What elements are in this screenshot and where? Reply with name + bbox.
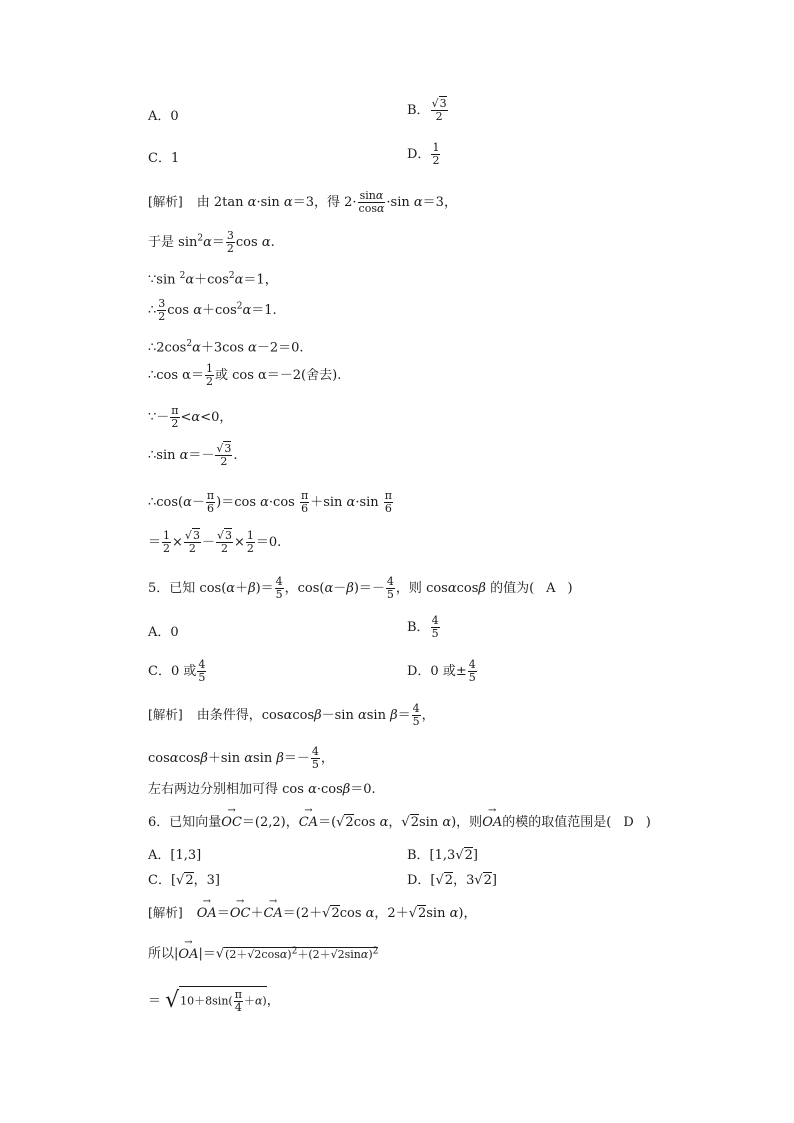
q6-option-a: A．[1,3] <box>148 848 202 863</box>
analysis-tag: [解析] <box>148 707 183 722</box>
q4-analysis-line-9: ∴cos(α－ $\frac{\pi}{6}$ )＝cos α·cos $\frac{\pi}{6}$ ＋sin α·sin $\frac{\pi}{6}$ <box>148 489 393 515</box>
q6-analysis-line-1: [解析]→ OA＝→ OC＋→ CA＝(2＋√2cos α，2＋√2sin α)， <box>148 905 476 922</box>
q4-option-d: D． $\frac{1}{2}$ <box>407 141 440 167</box>
q4-analysis-line-2: 于是 $\sin^2\alpha=$ $\frac{3}{2}$ cos α. <box>148 229 275 255</box>
q6-answer: D <box>623 815 634 830</box>
q6-option-c: C．[√2，3] <box>148 873 220 888</box>
q6-option-d: D．[√2，3√2] <box>407 873 497 888</box>
q4-analysis-line-4: ∴ $\frac{3}{2}$ $\cos \alpha+\cos^2\alpha=1$. <box>148 297 277 323</box>
q4-analysis-line-3: ∵sin $^2\alpha+\cos^2\alpha=1$， <box>148 271 278 288</box>
q5-option-b: B． $\frac{4}{5}$ <box>407 614 439 640</box>
q6-analysis-line-3: ＝ √10＋8sin( $\frac{\pi}{4}$ ＋α)， <box>148 988 280 1014</box>
q4-option-a: A．0 <box>148 109 179 124</box>
q4-analysis-line-5: $\therefore 2\cos^2\alpha+3\cos$ α－2＝0. <box>148 339 304 356</box>
q6-question: 6．已知向量→ OC＝(2,2)，→ CA＝(√2cos α，√2sin α)，则→ OA的模的取值范围是( D ) <box>148 815 651 831</box>
q4-option-b: B． $\frac{√3}{2}$ <box>407 97 447 123</box>
analysis-tag: [解析] <box>148 905 183 920</box>
q5-analysis-line-3: 左右两边分别相加可得 cos α·cosβ＝0. <box>148 782 376 797</box>
q6-analysis-line-2: 所以|→ $OA|=√(2+√2\cos\alpha)^2+(2+√2\sin\alpha)^2$ <box>148 943 378 963</box>
q5-analysis-line-1: [解析] 由条件得，cosαcosβ－sin αsin β＝ $\frac{4}{5}$ ， <box>148 702 435 728</box>
q4-analysis-line-10: ＝ $\frac{1}{2}$ × $\frac{√3}{2}$ － $\frac{√3}{2}$ × $\frac{1}{2}$ ＝0. <box>148 529 282 555</box>
q4-analysis-line-8: ∴sin α＝－ $\frac{√3}{2}$ . <box>148 442 238 468</box>
analysis-tag: [解析] <box>148 194 183 209</box>
q5-option-c: C．0 或 $\frac{4}{5}$ <box>148 658 206 684</box>
q4-analysis-line-1: [解析] 由 2tan α·sin α＝3，得 2· $\frac{\sin\alpha}{\cos\alpha}$ ·sin α＝3， <box>148 189 457 215</box>
q5-analysis-line-2: cosαcosβ＋sin αsin β＝－ $\frac{4}{5}$ ， <box>148 745 334 771</box>
q4-option-c: C．1 <box>148 151 180 166</box>
q4-analysis-line-7: ∵－ $\frac{\pi}{2}$ <α<0， <box>148 404 233 430</box>
q4-analysis-line-6: ∴cos α＝ $\frac{1}{2}$ 或 cos α＝－2(舍去). <box>148 362 342 388</box>
q6-option-b: B．[1,3√2] <box>407 848 478 863</box>
q5-question: 5．已知 cos(α＋β)＝ $\frac{4}{5}$ ，cos(α－β)＝－ $\frac{4}{5}$ ，则 cosαcosβ 的值为( A ) <box>148 575 573 601</box>
q5-answer: A <box>546 581 556 596</box>
q5-option-d: D．0 或± $\frac{4}{5}$ <box>407 658 476 684</box>
q5-option-a: A．0 <box>148 625 179 640</box>
